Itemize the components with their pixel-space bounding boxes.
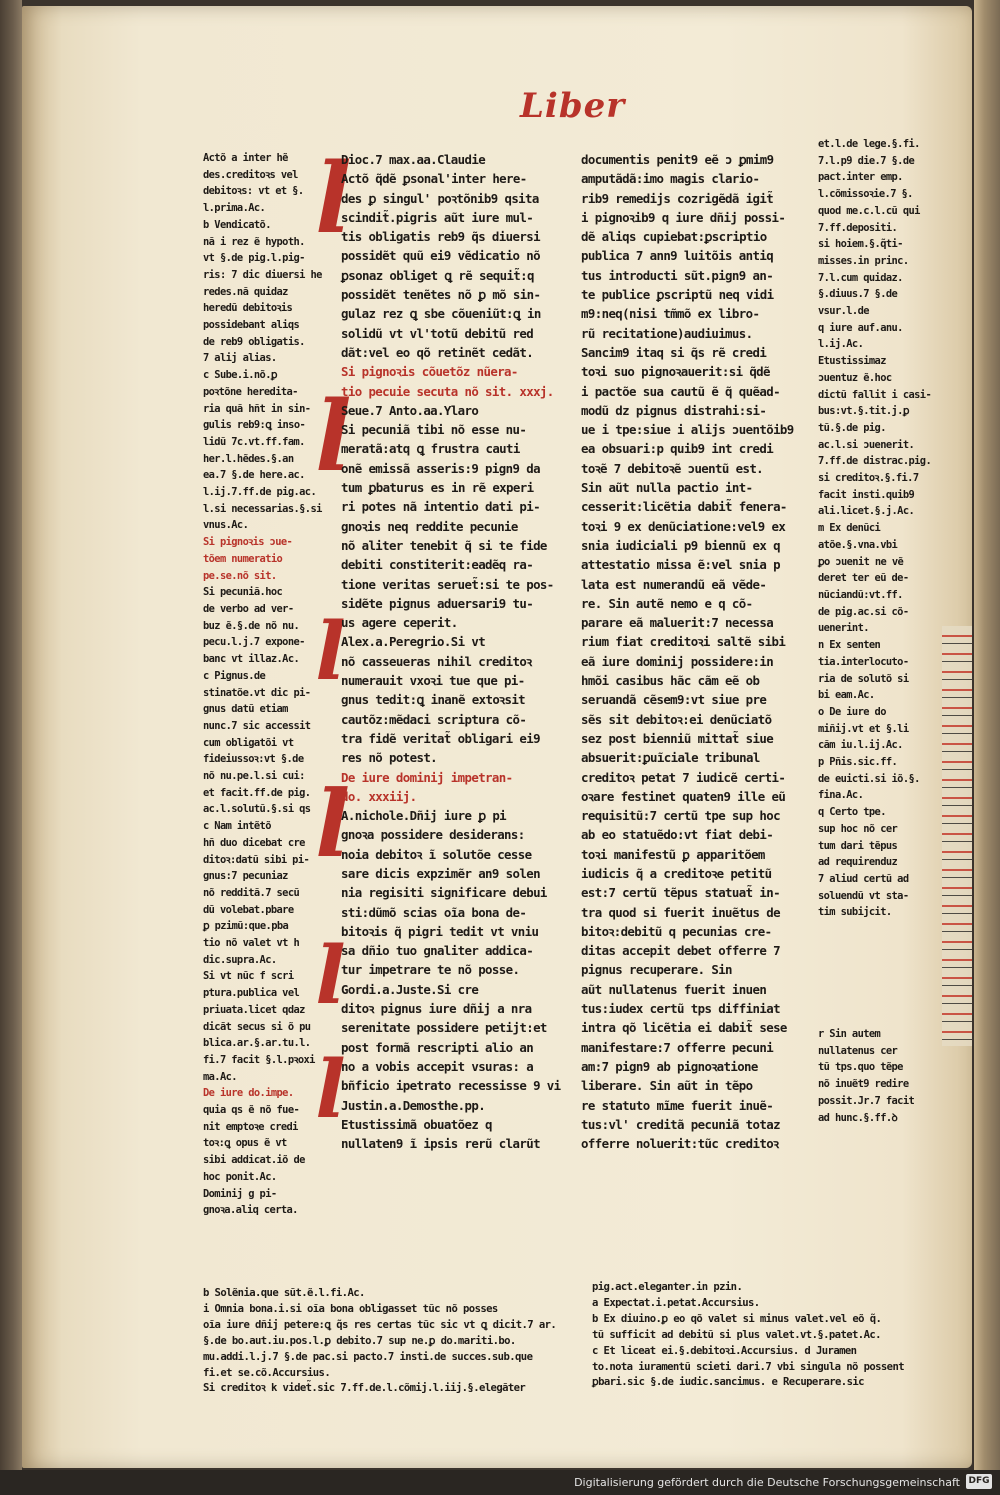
gloss-line: dictũ fallit i casi- [818, 388, 932, 401]
gloss-line: cãm iu.l.ij.Ac. [818, 739, 903, 752]
gloss-line: dũ volebat.pbare [203, 903, 294, 916]
gloss-line: vt §.de pig.l.pig- [203, 252, 305, 265]
gloss-line: vnus.Ac. [203, 519, 249, 532]
footnote-line: a Expectat.i.petat.Accursius. [592, 1296, 760, 1309]
text-line: tus introducti sũt.pign9 an- [581, 267, 774, 283]
gloss-line: de reb9 obligatis. [203, 335, 305, 348]
gloss-line: et facit.ff.de pig. [203, 786, 311, 799]
text-line: ri potes nã intentio dati pi- [341, 499, 540, 515]
text-line: toꝛi manifestũ ꝑ apparitõem [581, 846, 765, 862]
text-line: ab eo statuẽdo:vt fiat debi- [581, 827, 774, 843]
gloss-line: ac.l.si ɔuenerit. [818, 438, 915, 451]
gloss-line: l.si necessarias.§.si [203, 502, 322, 515]
gloss-line: ma.Ac. [203, 1070, 237, 1083]
gloss-line: quia qs ẽ nõ fue- [203, 1104, 300, 1117]
text-line: cesserit:licẽtia dabit̃ fenera- [581, 499, 787, 515]
gloss-line: quod me.c.l.cũ qui [818, 204, 920, 217]
gloss-line: possit.Jr.7 facit [818, 1094, 915, 1107]
gloss-line: et.l.de lege.§.fi. [818, 138, 920, 150]
text-line: A.nichole.Dñij iure ꝑ pi [341, 808, 507, 824]
gloss-line: l.cõmissoꝛie.7 §. [818, 188, 913, 201]
gloss-line: priuata.licet qdaz [203, 1003, 305, 1016]
text-line: re statuto mĩme fuerit inuẽ- [581, 1097, 774, 1113]
gloss-line: facit insti.quib9 [818, 488, 915, 501]
gloss-line: fina.Ac. [818, 789, 864, 802]
text-line: aũt nullatenus fuerit inuen [581, 981, 767, 997]
text-line: sare dicis expzimẽr an9 solen [341, 865, 540, 881]
text-line: ditas accepit debet offerre 7 [581, 943, 780, 959]
text-line: res nõ potest. [341, 750, 438, 766]
text-line: Si pignoꝛis cõuetõz nũera- [341, 364, 518, 380]
gloss-line: Etustissimaz [818, 355, 886, 368]
gloss-line: tio nõ valet vt h [203, 937, 300, 950]
gloss-line: De iure do.impe. [203, 1087, 294, 1100]
text-line: publica 7 ann9 luitõis antiq [581, 248, 774, 264]
right-gloss-column [818, 136, 932, 921]
text-line: Actõ q̃dẽ ꝑsonal'inter here- [341, 171, 527, 187]
text-line: hmõi casibus hãc cãm eẽ ob [581, 673, 760, 689]
gloss-line: soluendũ vt sta- [818, 889, 909, 902]
gloss-line: vsur.l.de [818, 305, 869, 318]
text-line: attestatio missa ẽ:vel snia p [581, 557, 780, 573]
text-line: possidẽt tenẽtes nõ ꝑ mõ sin- [341, 287, 541, 303]
gloss-line: de euicti.si iõ.§. [818, 772, 920, 785]
text-line: noia debitoꝛ ĩ solutõe cesse [341, 846, 532, 862]
text-line: post formã rescripti alio an [341, 1039, 534, 1055]
text-line: cautõz:mẽdaci scriptura cõ- [341, 711, 527, 727]
gloss-line: tũ tps.quo tẽpe [818, 1061, 903, 1074]
text-line: rũ recitatione)audiuimus. [581, 325, 753, 341]
text-line: Si pecuniã tibi nõ esse nu- [341, 422, 527, 438]
gloss-line: sup hoc nõ cer [818, 822, 898, 835]
text-line: do. xxxiij. [341, 788, 417, 804]
gloss-line: o De iure do [818, 705, 886, 718]
footnote-line: c Et liceat ei.§.debitoꝛi.Accursius. d Juramen [592, 1344, 857, 1357]
gloss-line: bus:vt.§.tit.j.ꝑ [818, 405, 909, 418]
text-line: toꝛẽ 7 debitoꝛẽ ɔuentũ est. [581, 460, 764, 476]
initial-s2-ornament: ꞁ [316, 585, 347, 679]
gloss-line: m Ex denũci [818, 522, 881, 535]
gloss-line: p Pñis.sic.ff. [818, 756, 898, 769]
text-line: tur impetrare te nõ posse. [341, 962, 520, 978]
gloss-line: hñ duo dicebat cre [203, 836, 305, 849]
footer-credit: Digitalisierung gefördert durch die Deutsche Forschungsgemeinschaft [574, 1476, 960, 1489]
gloss-line: c Nam intẽtõ [203, 820, 271, 833]
running-head: Liber [520, 86, 626, 126]
gloss-line: poꝛtõne heredita- [203, 385, 298, 398]
page-edge-strip [942, 626, 972, 1046]
text-line: am:7 pign9 ab pignoꝛatione [581, 1058, 758, 1074]
gloss-line: pact.inter emp. [818, 171, 903, 184]
footnotes-right [592, 1280, 952, 1391]
gloss-line: c Pignus.de [203, 669, 266, 682]
gloss-line: l.ij.7.ff.de pig.ac. [203, 486, 317, 499]
gloss-line: tim subijcit. [818, 906, 892, 919]
gloss-line: 7 aliud certũ ad [818, 872, 909, 885]
gloss-line: pecu.l.j.7 expone- [203, 636, 305, 649]
footnote-line: to.nota iuramentũ scieti dari.7 vbi singula nõ possent [592, 1360, 905, 1373]
text-line: te publice ꝑscriptũ neq vidi [581, 287, 774, 303]
footnote-line: pig.act.eleganter.in pzin. [592, 1281, 743, 1293]
right-gloss-column-lower [818, 1026, 923, 1126]
footnote-line: tũ sufficit ad debitũ si plus valet.vt.§.patet.Ac. [592, 1328, 881, 1341]
gloss-line: nunc.7 sic accessit [203, 719, 311, 732]
gloss-line: nullatenus cer [818, 1044, 898, 1057]
text-line: gnoꝛis neq reddite pecunie [341, 518, 518, 534]
gloss-line: deret ter eũ de- [818, 572, 909, 585]
gloss-line: 7.l.cum quidaz. [818, 271, 903, 284]
gloss-line: ditoꝛ:datũ sibi pi- [203, 853, 310, 866]
main-text-column-b [581, 150, 794, 1153]
gloss-line: banc vt illaz.Ac. [203, 653, 300, 666]
text-line: documentis penit9 eẽ ɔ ꝑmim9 [581, 152, 774, 167]
text-line: est:7 certũ tẽpus statuat̃ in- [581, 885, 780, 901]
footnote-line: ꝑbari.sic §.de iudic.sancimus. e Recuperare.sic [592, 1376, 864, 1389]
gloss-line: ris: 7 dic diuersi he [203, 268, 322, 281]
gloss-line: bi eam.Ac. [818, 689, 875, 702]
footnote-line: b Ex diuino.ꝑ eo qõ valet si minus valet.vel eõ q̃. [592, 1312, 882, 1325]
text-line: ꝑsonaz obliget ꝗ rẽ sequit̃:q [341, 267, 534, 283]
gloss-line: q Certo tpe. [818, 806, 886, 819]
gloss-line: pe.se.nõ sit. [203, 569, 277, 582]
text-line: ue i tpe:siue i alijs ɔuentõib9 [581, 422, 794, 438]
text-line: toꝛi 9 ex denũciatione:vel9 ex [581, 518, 786, 534]
text-line: tus:vl' creditã pecuniã totaz [581, 1116, 780, 1132]
gloss-line: Si pecuniã.hoc [203, 586, 283, 599]
footnote-line: mu.addi.l.j.7 §.de pac.si pacto.7 insti.de succes.sub.que [203, 1350, 533, 1363]
gloss-line: uenerint. [818, 622, 869, 635]
gloss-line: nit emptoꝛe credi [203, 1120, 298, 1133]
gloss-line: tum dari tẽpus [818, 839, 898, 852]
gloss-line: de verbo ad ver- [203, 602, 294, 615]
text-line: requisitũ:7 certũ tpe sup hoc [581, 808, 780, 824]
gloss-line: Dominij g pi- [203, 1187, 277, 1200]
text-line: Alex.a.Peregrio.Si vt [341, 634, 486, 650]
text-line: nullaten9 ĩ ipsis rerũ clarũt [341, 1136, 540, 1152]
text-line: rib9 remedijs cozrigẽdã igit̃ [581, 190, 774, 206]
text-line: onẽ emissã asseris:9 pign9 da [341, 460, 540, 476]
gloss-line: §.diuus.7 §.de [818, 288, 898, 301]
text-line: solidũ vt vl'totũ debitũ red [341, 325, 534, 341]
text-line: Justin.a.Demosthe.pp. [341, 1097, 486, 1113]
initial-g-ornament: ꞁ [316, 909, 347, 1003]
gloss-line: miñij.vt et §.li [818, 722, 909, 735]
gloss-line: de pig.ac.si cõ- [818, 605, 909, 618]
gloss-line: cum obligatõi vt [203, 736, 294, 749]
text-line: creditoꝛ petat 7 iudicẽ certi- [581, 769, 786, 785]
gloss-line: c Sube.i.nõ.ꝑ [203, 369, 277, 382]
text-line: bitoꝛ:debitũ q pecunias cre- [581, 923, 772, 939]
gloss-line: Si pignoꝛis ɔue- [203, 536, 293, 549]
gloss-line: l.prima.Ac. [203, 202, 266, 215]
gloss-line: her.l.hẽdes.§.an [203, 452, 294, 465]
gloss-line: tõem numeratio [203, 552, 283, 565]
gloss-line: ali.licet.§.j.Ac. [818, 505, 915, 518]
gloss-line: tũ.§.de pig. [818, 421, 886, 434]
text-line: ea obsuari:p quib9 int credi [581, 441, 774, 457]
text-line: i pactõe sua cautũ ẽ q̃ quẽad- [581, 383, 780, 399]
gloss-line: 7 alij alias. [203, 352, 277, 365]
text-line: intra qõ licẽtia ei dabit̃ sese [581, 1020, 787, 1036]
initial-d-ornament: ꞁ [316, 748, 351, 856]
gloss-line: atõe.§.vna.vbi [818, 538, 898, 551]
book-board-left [0, 0, 22, 1470]
gloss-line: redes.nã quidaz [203, 285, 288, 298]
text-line: dãt:vel eo qõ retinẽt cedãt. [341, 344, 534, 360]
initial-s-ornament: ꞁ [316, 357, 353, 470]
footnote-line: i Omnia bona.i.si oĩa bona obligasset tũc nõ posses [203, 1302, 498, 1315]
gloss-line: gnus datũ etiam [203, 703, 288, 716]
footnote-line: b Solẽnia.que sũt.ẽ.l.fi.Ac. [203, 1287, 365, 1299]
initial-a-ornament: ꞁ [316, 119, 353, 232]
text-line: sa dñio tuo gnaliter addica- [341, 943, 534, 959]
text-line: parare eã maluerit:7 necessa [581, 615, 774, 631]
main-text-column-a [341, 150, 563, 1153]
gloss-line: hoc ponit.Ac. [203, 1170, 277, 1183]
text-line: tione veritas seruet̃:si te pos- [341, 576, 554, 592]
text-line: offerre noluerit:tũc creditoꝛ [581, 1136, 779, 1152]
text-line: us agere ceperit. [341, 615, 458, 631]
gloss-line: blica.ar.§.ar.tu.l. [203, 1037, 311, 1050]
gloss-line: si creditoꝛ.§.fi.7 [818, 472, 919, 485]
text-line: nõ casseueras nihil creditoꝛ [341, 653, 532, 669]
text-line: dẽ aliqs cupiebat:ꝑscriptio [581, 229, 767, 245]
gloss-line: ad hunc.§.ff.ꝺ [818, 1111, 898, 1124]
text-line: tra fidẽ veritat̃ obligari ei9 [341, 730, 540, 746]
initial-v-ornament: ꞁ [316, 1023, 347, 1117]
text-line: lata est numerandũ eã vẽde- [581, 576, 767, 592]
text-line: seruandã cẽsem9:vt siue pre [581, 692, 767, 708]
gloss-line: debitoꝛs: vt et §. [203, 185, 304, 198]
gloss-line: ptura.publica vel [203, 987, 300, 1000]
text-line: debiti constiterit:eadẽq ra- [341, 557, 534, 573]
gloss-line: 7.ff.depositi. [818, 221, 898, 234]
gloss-line: stinatõe.vt dic pi- [203, 686, 311, 699]
gloss-line: ac.l.solutũ.§.si qs [203, 803, 311, 816]
text-line: toꝛi suo pignoꝛauerit:si q̃dẽ [581, 364, 770, 380]
text-line: amputãdã:imo magis clario- [581, 171, 760, 187]
text-line: tum ꝑbaturus es in rẽ experi [341, 480, 534, 496]
text-line: tra quod si fuerit inuẽtus de [581, 904, 780, 920]
gloss-line: ꝑ pzimũ:que.pba [203, 920, 289, 933]
text-line: iudicis q̃ a creditoꝛe petitũ [581, 865, 772, 881]
footnote-line: Si creditoꝛ k videt̃.sic 7.ff.de.l.cõmij.l.iij.§.elegãter [203, 1382, 526, 1395]
gloss-line: nõ redditã.7 secũ [203, 886, 300, 899]
gloss-line: fi.7 facit §.l.pꝛoxi [203, 1053, 315, 1066]
gloss-line: ria quã hñt in sin- [203, 402, 311, 415]
text-line: gnoꝛa possidere desiderans: [341, 827, 525, 843]
book-board-right [974, 0, 1000, 1470]
text-line: Seue.7 Anto.aa.Ylaro [341, 402, 479, 418]
text-line: manifestare:7 offerre pecuni [581, 1039, 774, 1055]
text-line: De iure dominij impetran- [341, 769, 513, 785]
gloss-line: nõ nu.pe.l.si cui: [203, 770, 305, 783]
text-line: i pignoꝛib9 q iure dñij possi- [581, 209, 786, 225]
gloss-line: sibi addicat.iõ de [203, 1154, 305, 1167]
gloss-line: tia.interlocuto- [818, 655, 909, 668]
footnotes-left [203, 1286, 563, 1397]
text-line: ditoꝛ pignus iure dñij a nra [341, 1001, 532, 1017]
gloss-line: ea.7 §.de here.ac. [203, 469, 305, 482]
text-line: snia iudiciali p9 biennũ ex q [581, 537, 780, 553]
gloss-line: lidũ 7c.vt.ff.fam. [203, 435, 305, 448]
gloss-line: q iure auf.anu. [818, 321, 903, 334]
gloss-line: ɔuentuz ẽ.hoc [818, 371, 892, 384]
text-line: tis obligatis reb9 q̃s diuersi [341, 229, 540, 245]
text-line: no a vobis accepit vsuras: a [341, 1058, 534, 1074]
text-line: Sin aũt nulla pactio int- [581, 480, 753, 496]
text-line: sidẽte pignus aduersari9 tu- [341, 595, 534, 611]
text-line: des ꝑ singul' poꝛtõnib9 qsita [341, 190, 539, 206]
gloss-line: l.ij.Ac. [818, 338, 864, 351]
text-line: gnus tedit:ꝗ inanẽ extoꝛsit [341, 692, 526, 708]
text-line: Etustissimã obuatõez q [341, 1116, 492, 1132]
gloss-line: buz ẽ.§.de nõ nu. [203, 619, 300, 632]
gloss-line: 7.l.p9 die.7 §.de [818, 154, 915, 167]
text-line: gulaz rez ꝗ sbe cõueniũt:ꝗ in [341, 306, 541, 322]
text-line: sez post bienniũ mittat̃ siue [581, 730, 774, 746]
text-line: scindit̃.pigris aũt iure mul- [341, 209, 534, 225]
gloss-line: ria de solutõ si [818, 672, 909, 685]
gloss-line: dic.supra.Ac. [203, 953, 277, 966]
gloss-line: ad requirenduz [818, 856, 898, 869]
text-line: modũ dz pignus distrahi:si- [581, 402, 767, 418]
footnote-line: fi.et se.cõ.Accursius. [203, 1366, 331, 1379]
text-line: absuerit:ꝑuĩciale tribunal [581, 750, 760, 766]
text-line: bñficio ipetrato recessisse 9 vi [341, 1078, 561, 1094]
text-line: Dioc.7 max.aa.Claudie [341, 152, 486, 167]
text-line: Sancim9 itaq si q̃s rẽ credi [581, 344, 767, 360]
gloss-line: nã i rez ẽ hypoth. [203, 235, 305, 248]
text-line: tus:iudex certũ tps diffiniat [581, 1001, 780, 1017]
text-line: pignus recuperare. Sin [581, 962, 732, 978]
text-line: sẽs sit debitoꝛ:ei denũciatõ [581, 711, 772, 727]
gloss-line: fideiussoꝛ:vt §.de [203, 753, 304, 766]
gloss-line: nõ inuẽt9 redire [818, 1078, 909, 1091]
gloss-line: b Vendicatõ. [203, 218, 271, 231]
gloss-line: gulis reb9:ꝗ inso- [203, 419, 306, 432]
text-line: Gordi.a.Juste.Si cre [341, 981, 479, 997]
gloss-line: n Ex senten [818, 639, 881, 652]
footnote-line: §.de bo.aut.iu.pos.l.ꝑ debito.7 sup ne.ꝑ do.mariti.bo. [203, 1334, 516, 1347]
text-line: eã iure dominij possidere:in [581, 653, 774, 669]
text-line: nõ aliter tenebit q̃ si te fide [341, 537, 547, 553]
text-line: numerauit vxoꝛi tue que pi- [341, 673, 525, 689]
gloss-line: heredũ debitoꝛis [203, 302, 293, 315]
gloss-line: dicãt secus si õ pu [203, 1020, 311, 1033]
text-line: possidẽt quũ ei9 vẽdicatio nõ [341, 248, 540, 264]
text-line: nia regisiti significare debui [341, 885, 547, 901]
gloss-line: ꝑo ɔuenit ne vẽ [818, 555, 904, 568]
gloss-line: nũciandũ:vt.ff. [818, 588, 903, 601]
gloss-line: gnoꝛa.aliq certa. [203, 1204, 298, 1217]
left-gloss-column [203, 150, 322, 1219]
footnote-line: oĩa iure dñij petere:ꝗ q̃s res certas tũc sic vt ꝗ dicit.7 ar. [203, 1318, 557, 1331]
gloss-line: possidebant aliqs [203, 319, 300, 332]
gloss-line: 7.ff.de distrac.pig. [818, 455, 932, 468]
gloss-line: r Sin autem [818, 1028, 881, 1040]
text-line: sti:dũmõ scias oĩa bona de- [341, 904, 527, 920]
text-line: rium fiat creditoꝛi saltẽ sibi [581, 634, 786, 650]
gloss-line: Actõ a inter hẽ [203, 152, 288, 164]
text-line: re. Sin autẽ nemo e q cõ- [581, 595, 753, 611]
gloss-line: toꝛ:ꝗ opus ẽ vt [203, 1137, 287, 1150]
gloss-line: Si vt nũc f scri [203, 970, 294, 983]
text-line: meratã:atq ꝗ frustra cauti [341, 441, 520, 457]
dfg-logo: DFG [966, 1474, 992, 1489]
gloss-line: misses.in princ. [818, 254, 909, 267]
gloss-line: des.creditoꝛs vel [203, 168, 298, 181]
text-line: bitoꝛis q̃ pigri tedit vt vniu [341, 923, 539, 939]
text-line: oꝛare festinet quaten9 ille eũ [581, 788, 786, 804]
text-line: serenitate possidere petijt:et [341, 1020, 547, 1036]
text-line: liberare. Sin aũt in tẽpo [581, 1078, 753, 1094]
gloss-line: gnus:7 pecuniaz [203, 870, 288, 883]
text-line: m9:neq(nisi tm̃mõ ex libro- [581, 306, 760, 322]
text-line: tio pecuie secuta nõ sit. xxxj. [341, 383, 554, 399]
gloss-line: si hoiem.§.q̃ti- [818, 238, 903, 251]
digitization-footer [0, 1470, 1000, 1495]
